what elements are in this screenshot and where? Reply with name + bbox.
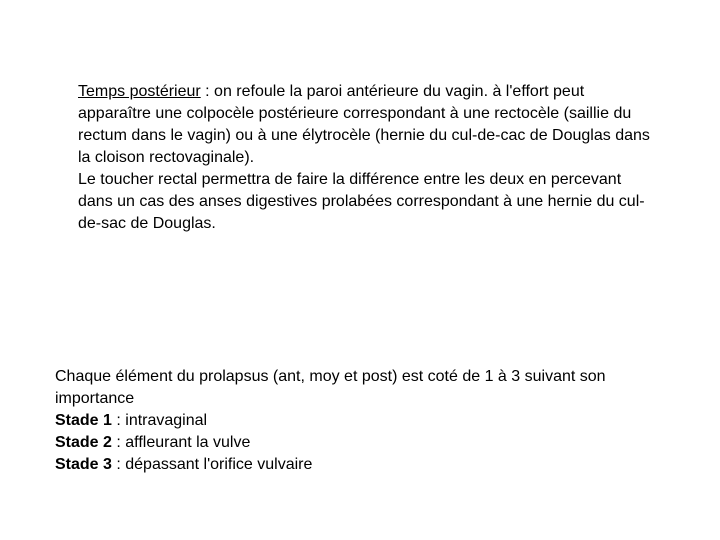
stage-line-3 — [55, 454, 655, 476]
posterior-exam-description: : on refoule la paroi antérieure du vagin. à l'effort peut apparaître une colpocèle postérieure correspondant à une rectocèle (saillie du rectum dans le vagin) ou à une élytrocèle (hernie du cul-de-cac de Douglas dans la cloison rectovaginale). — [78, 83, 650, 166]
stage-line-1 — [55, 410, 655, 432]
prolapse-staging-text-block — [55, 366, 655, 476]
stage-3-label: Stade 3 — [55, 456, 112, 473]
rectal-exam-paragraph: Le toucher rectal permettra de faire la différence entre les deux en percevant dans un cas des anses digestives prolabées correspondant à une hernie du cul-de-sac de Douglas. — [78, 171, 645, 232]
stage-1-text: : intravaginal — [111, 412, 208, 429]
posterior-exam-paragraph — [78, 81, 658, 169]
stage-2-label: Stade 2 — [55, 434, 112, 451]
stage-2-text: : affleurant la vulve — [111, 434, 251, 451]
stage-3-text: : dépassant l'orifice vulvaire — [111, 456, 313, 473]
posterior-exam-text-block — [78, 81, 658, 235]
staging-intro: Chaque élément du prolapsus (ant, moy et post) est coté de 1 à 3 suivant son importance — [55, 368, 606, 407]
stage-line-2 — [55, 432, 655, 454]
posterior-exam-label: Temps postérieur — [78, 83, 201, 100]
stage-1-label: Stade 1 — [55, 412, 112, 429]
